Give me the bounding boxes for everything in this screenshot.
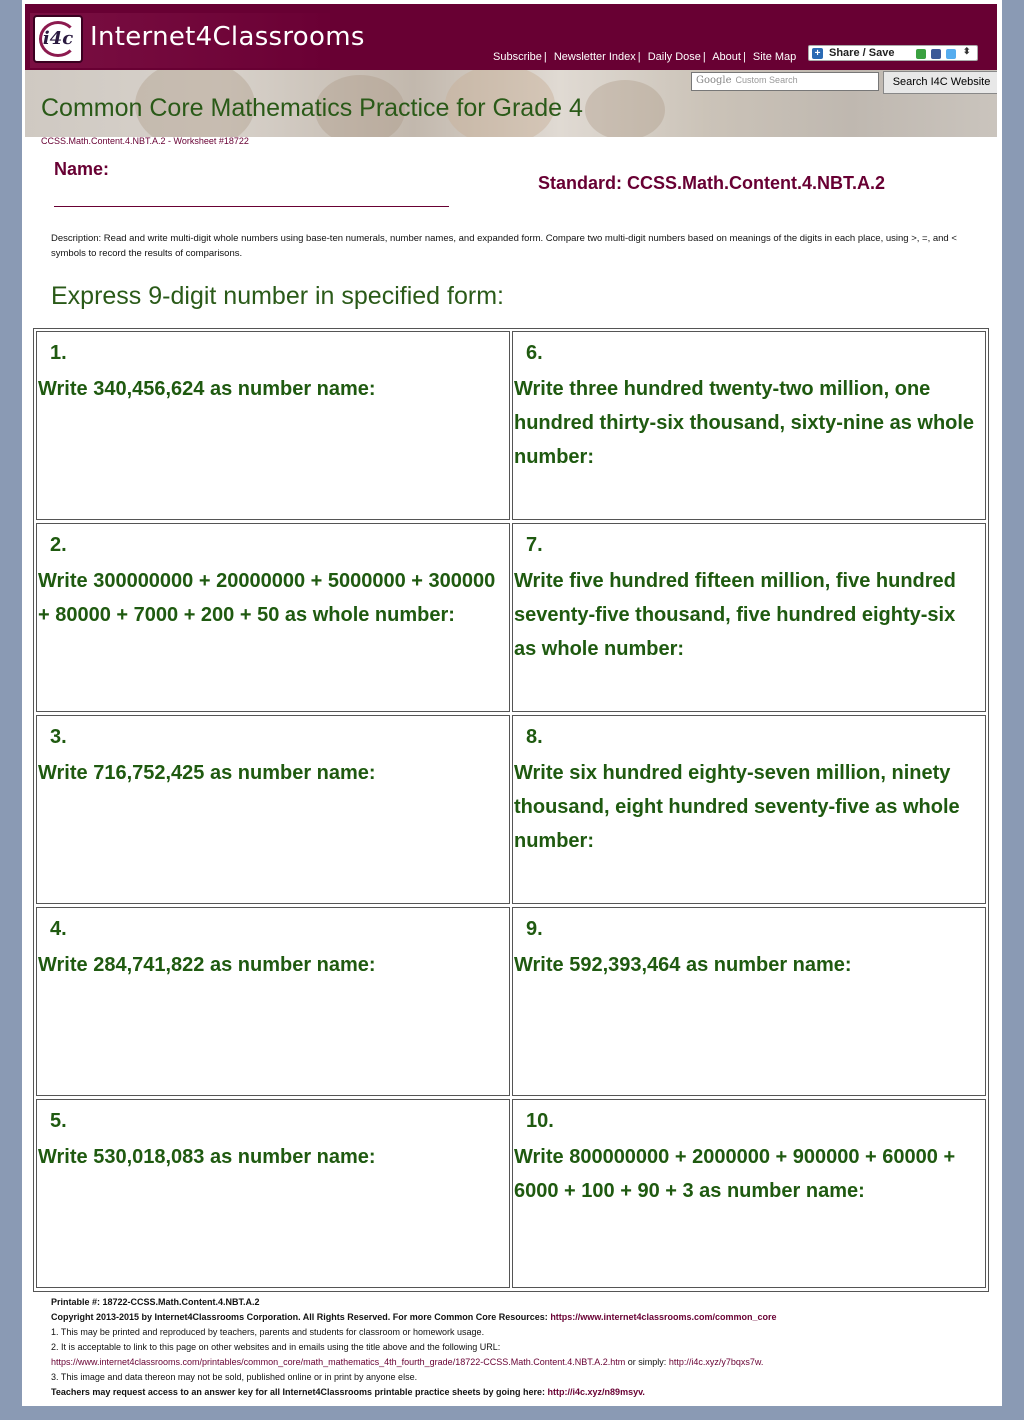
footer-line-1: 1. This may be printed and reproduced by teachers, parents and students for classroom or homework usage. xyxy=(51,1327,485,1337)
twitter-icon xyxy=(946,49,956,59)
problem-number: 6. xyxy=(526,342,543,364)
name-line xyxy=(54,206,449,207)
problem-cell xyxy=(512,715,986,904)
problem-number: 4. xyxy=(50,918,67,940)
site-header xyxy=(25,4,997,70)
nav-newsletter-index[interactable]: Newsletter Index xyxy=(553,51,636,63)
nav-subscribe[interactable]: Subscribe xyxy=(493,51,542,63)
worksheet-url-link[interactable]: https://www.internet4classrooms.com/printables/common_core/math_mathematics_4th_fourth_grade/18722-CCSS.Math.Content.4.NBT.A.2.htm xyxy=(51,1357,626,1367)
problems-grid xyxy=(33,328,989,1292)
problem-text: Write 340,456,624 as number name: xyxy=(38,378,376,400)
problem-text: Write six hundred eighty-seven million, ninety thousand, eight hundred seventy-five as whole number: xyxy=(514,762,960,852)
footer-line-3: 3. This image and data thereon may not be sold, published online or in print by anyone else. xyxy=(51,1372,418,1382)
problem-cell xyxy=(36,907,510,1096)
problem-number: 9. xyxy=(526,918,543,940)
share-label: Share / Save xyxy=(829,47,895,59)
short-url-link[interactable]: http://i4c.xyz/y7bqxs7w. xyxy=(668,1357,764,1367)
problem-number: 8. xyxy=(526,726,543,748)
share-save-button[interactable] xyxy=(808,45,978,61)
problem-number: 2. xyxy=(50,534,67,556)
logo-text: Internet4Classrooms xyxy=(90,22,365,52)
logo-badge-icon xyxy=(33,15,83,63)
logo-badge-text: i4c xyxy=(42,28,74,49)
footer xyxy=(51,1295,996,1400)
problem-text: Write 530,018,083 as number name: xyxy=(38,1146,376,1168)
footer-urls: https://www.internet4classrooms.com/printables/common_core/math_mathematics_4th_fourth_grade/18722-CCSS.Math.Content.4.NBT.A.2.htm or simply: http://i4c.xyz/y7bqxs7w. xyxy=(51,1357,764,1367)
problem-number: 5. xyxy=(50,1110,67,1132)
problem-cell xyxy=(512,907,986,1096)
problem-cell xyxy=(512,523,986,712)
problem-text: Write 284,741,822 as number name: xyxy=(38,954,376,976)
problem-number: 7. xyxy=(526,534,543,556)
problem-cell xyxy=(512,1099,986,1288)
share-plus-icon: + xyxy=(812,48,823,59)
problem-text: Write 800000000 + 2000000 + 900000 + 60000 + 6000 + 100 + 90 + 3 as number name: xyxy=(514,1146,956,1202)
name-label: Name: xyxy=(54,159,110,179)
description: Description: Read and write multi-digit whole numbers using base-ten numerals, number names, and expanded form. Compare two multi-digit numbers based on meanings of the digits in each place, using >, =, and < symbols to record the results of comparisons. xyxy=(51,233,957,259)
nav-about[interactable]: About xyxy=(712,51,741,63)
problem-text: Write three hundred twenty-two million, one hundred thirty-six thousand, sixty-nine as whole number: xyxy=(514,378,975,468)
problem-cell xyxy=(36,1099,510,1288)
share-green-icon xyxy=(916,49,926,59)
footer-copyright: Copyright 2013-2015 by Internet4Classrooms Corporation. All Rights Reserved. For more Common Core Resources: https://www.internet4classrooms.com/common_core xyxy=(51,1312,777,1322)
problem-number: 1. xyxy=(50,342,67,364)
problem-cell xyxy=(512,331,986,520)
site-logo[interactable] xyxy=(30,13,365,68)
google-logo: Google xyxy=(696,75,732,86)
problem-cell xyxy=(36,523,510,712)
page-banner xyxy=(25,70,997,137)
nav-daily-dose[interactable]: Daily Dose xyxy=(647,51,701,63)
chevron-updown-icon: ⬍ xyxy=(963,46,971,56)
problem-text: Write 300000000 + 20000000 + 5000000 + 300000 + 80000 + 7000 + 200 + 50 as whole number: xyxy=(38,570,496,626)
problem-text: Write 592,393,464 as number name: xyxy=(514,954,852,976)
footer-answer-key: Teachers may request access to an answer key for all Internet4Classrooms printable practice sheets by going here: http://i4c.xyz/n89msyv. xyxy=(51,1387,645,1397)
standard-label: Standard: CCSS.Math.Content.4.NBT.A.2 xyxy=(538,173,886,193)
problem-number: 10. xyxy=(526,1110,554,1132)
page-title: Common Core Mathematics Practice for Grade 4 xyxy=(41,94,583,122)
footer-line-2: 2. It is acceptable to link to this page on other websites and in emails using the title above and the following URL: xyxy=(51,1342,501,1352)
search-input[interactable] xyxy=(691,72,879,91)
problem-cell xyxy=(36,331,510,520)
top-nav: Subscribe | Newsletter Index | Daily Dose | About | Site Map xyxy=(493,51,797,63)
common-core-link[interactable]: https://www.internet4classrooms.com/common_core xyxy=(550,1312,777,1322)
page xyxy=(22,0,1002,1406)
worksheet-id: CCSS.Math.Content.4.NBT.A.2 - Worksheet #18722 xyxy=(41,136,249,146)
problem-cell xyxy=(36,715,510,904)
problem-text: Write 716,752,425 as number name: xyxy=(38,762,376,784)
problem-text: Write five hundred fifteen million, five hundred seventy-five thousand, five hundred eighty-six as whole number: xyxy=(514,570,956,660)
nav-site-map[interactable]: Site Map xyxy=(752,51,797,63)
answer-key-link[interactable]: http://i4c.xyz/n89msyv. xyxy=(547,1387,645,1397)
problem-number: 3. xyxy=(50,726,67,748)
instruction-heading: Express 9-digit number in specified form: xyxy=(51,282,504,310)
search-placeholder: Custom Search xyxy=(735,75,798,85)
facebook-icon xyxy=(931,49,941,59)
footer-printable: Printable #: 18722-CCSS.Math.Content.4.NBT.A.2 xyxy=(51,1297,260,1307)
search-button[interactable]: Search I4C Website xyxy=(883,71,997,94)
